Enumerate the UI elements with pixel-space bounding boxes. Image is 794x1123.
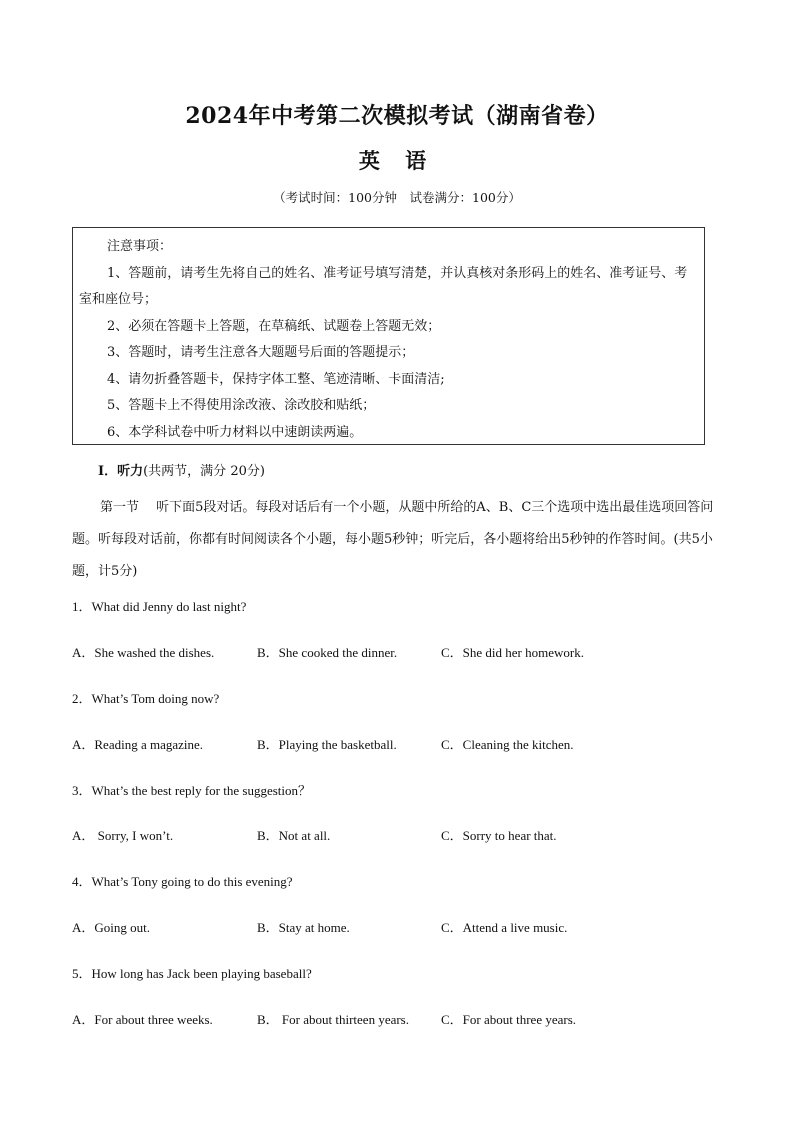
section-heading	[98, 460, 265, 479]
option-c: C．Attend a live music.	[441, 920, 568, 935]
option-a: A．She washed the dishes.	[72, 645, 215, 660]
question-stem: 3．What’s the best reply for the suggestion？	[72, 783, 312, 798]
question-stem: 1．What did Jenny do last night?	[72, 599, 247, 614]
notice-item: 5、答题卡上不得使用涂改液、涂改胶和贴纸；	[107, 398, 376, 413]
section-intro: 第一节 听下面5段对话。每段对话后有一个小题，从题中所给的A、B、C三个选项中选出最佳选项回答问题。听每段对话前，你都有时间阅读各个小题，每小题5秒钟；听完后，各小题将给出5秒钟的作答时间。(共5小题，计5分)	[72, 500, 714, 579]
exam-title: 2024年中考第二次模拟考试（湖南省卷）	[185, 103, 609, 129]
option-c: C．Sorry to hear that.	[441, 828, 557, 843]
question-stem: 5．How long has Jack been playing baseball?	[72, 966, 312, 981]
option-a: A．Reading a magazine.	[72, 737, 204, 752]
question-stem: 2．What’s Tom doing now?	[72, 691, 220, 706]
option-b: B．Stay at home.	[257, 920, 350, 935]
option-b: B．Playing the basketball.	[257, 737, 397, 752]
option-c: C．For about three years.	[441, 1012, 577, 1027]
section-name: 听力	[117, 464, 144, 479]
option-a: A． Sorry, I won’t.	[72, 828, 174, 843]
option-b: B．Not at all.	[257, 828, 331, 843]
option-b: B． For about thirteen years.	[257, 1012, 409, 1027]
section-number: I．	[98, 464, 118, 479]
notice-item: 6、本学科试卷中听力材料以中速朗读两遍。	[107, 424, 363, 440]
notice-heading: 注意事项：	[107, 239, 173, 254]
notice-item: 4、请勿折叠答题卡，保持字体工整、笔迹清晰、卡面清洁;	[107, 371, 445, 387]
exam-subject: 英 语	[358, 148, 436, 173]
notice-item: 3、答题时，请考生注意各大题题号后面的答题提示；	[107, 345, 415, 360]
notice-box	[72, 227, 705, 445]
option-a: A．For about three weeks.	[72, 1012, 213, 1027]
exam-meta: （考试时间：100分钟 试卷满分：100分）	[273, 190, 521, 205]
option-c: C．She did her homework.	[441, 645, 584, 660]
option-c: C．Cleaning the kitchen.	[441, 737, 574, 752]
option-a: A．Going out.	[72, 920, 151, 935]
question-stem: 4．What’s Tony going to do this evening?	[72, 874, 293, 889]
notice-item: 2、必须在答题卡上答题，在草稿纸、试题卷上答题无效；	[107, 318, 441, 334]
notice-item: 1、答题前，请考生先将自己的姓名、准考证号填写清楚，并认真核对条形码上的姓名、准考证号、考室和座位号；	[79, 265, 688, 307]
option-b: B．She cooked the dinner.	[257, 645, 398, 660]
section-detail: (共两节，满分 20分)	[143, 464, 265, 479]
